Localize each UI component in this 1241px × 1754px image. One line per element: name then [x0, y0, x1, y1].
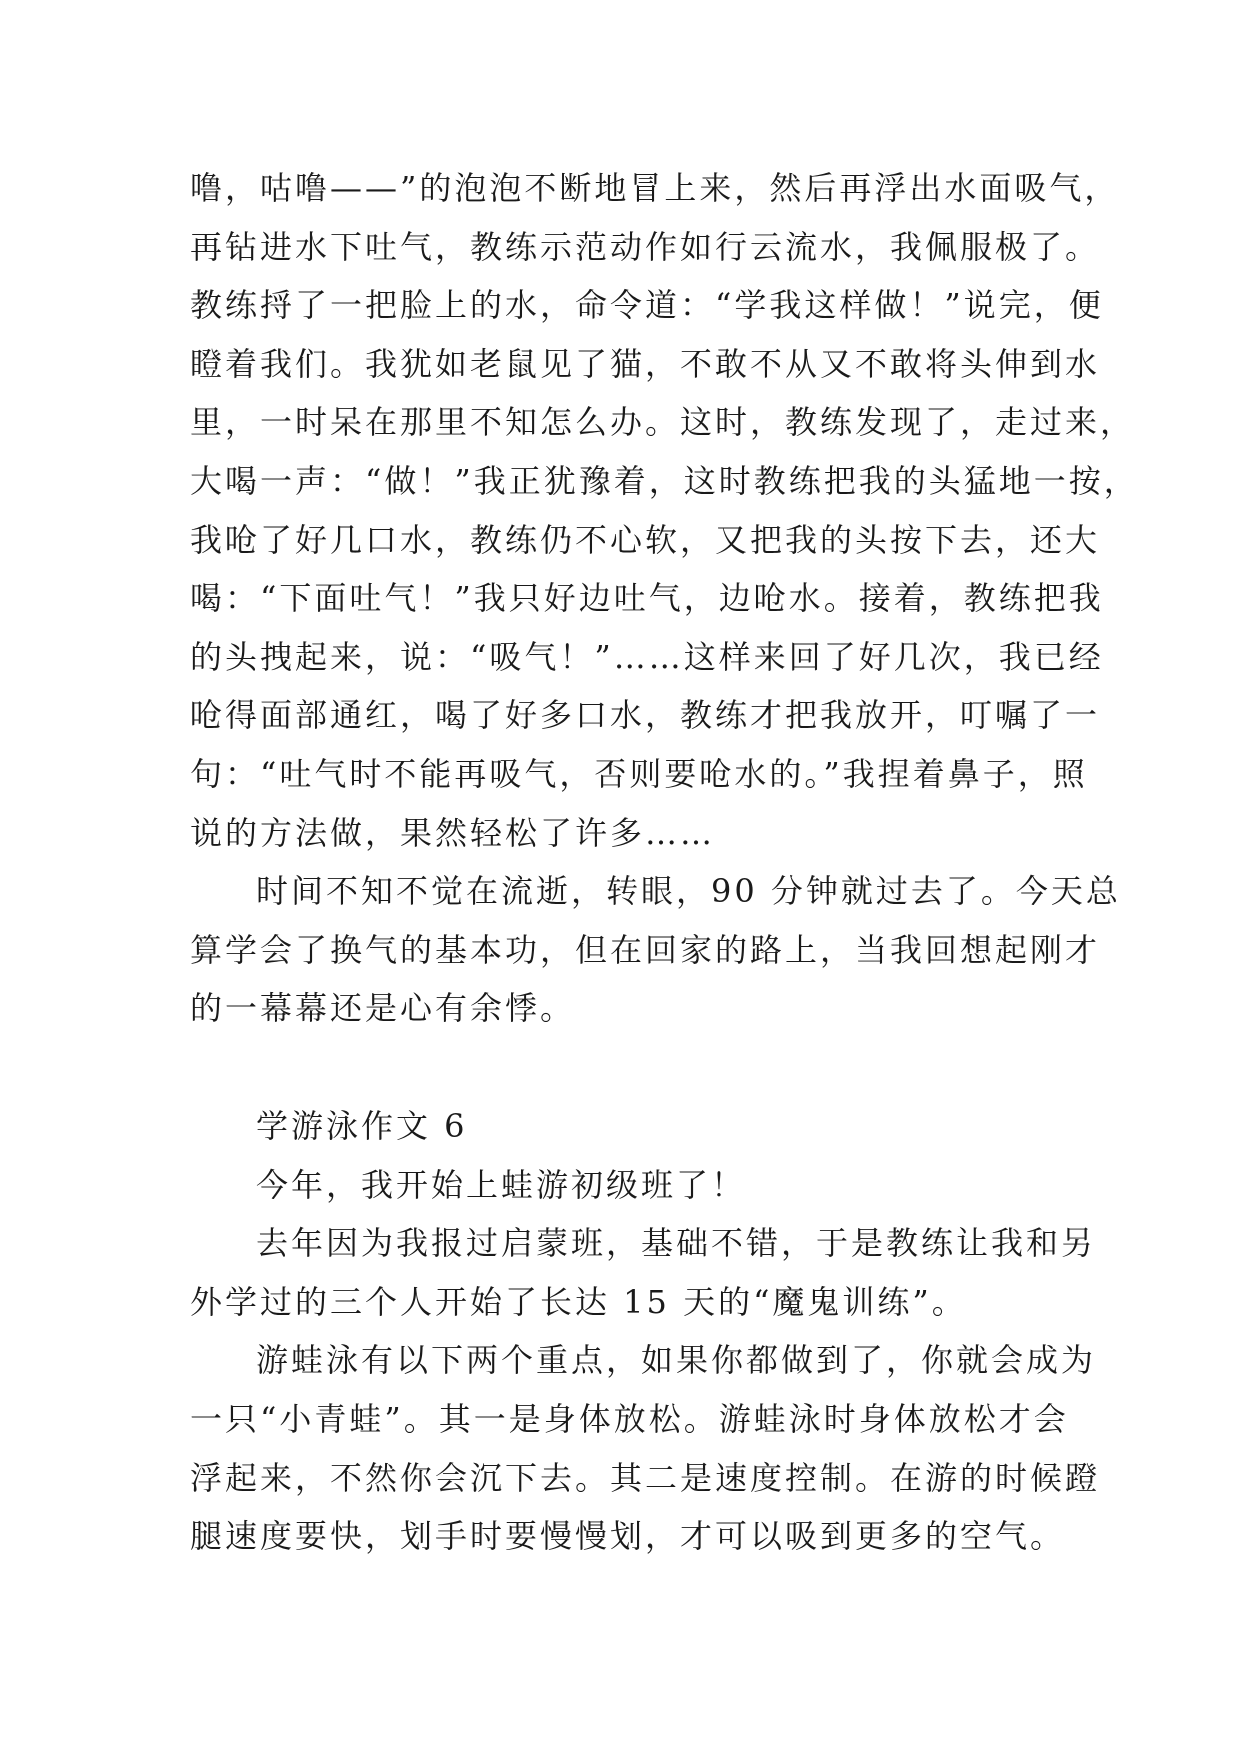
- essay-heading: 学游泳作文 6: [256, 1107, 468, 1145]
- text-line: 腿速度要快，划手时要慢慢划，才可以吸到更多的空气。: [190, 1517, 1066, 1556]
- text-line: 算学会了换气的基本功，但在回家的路上，当我回想起刚才: [190, 930, 1101, 969]
- text-line: 我呛了好几口水，教练仍不心软，又把我的头按下去，还大: [190, 520, 1101, 559]
- text-line: 的头拽起来，说：“吸气！”……这样来回了好几次，我已经: [190, 637, 1104, 676]
- paragraph-intro: 今年，我开始上蛙游初级班了！: [256, 1165, 747, 1204]
- essay-6: [190, 1097, 1101, 1566]
- text-line: 去年因为我报过启蒙班，基础不错，于是教练让我和另: [256, 1224, 1097, 1263]
- text-line: 句：“吐气时不能再吸气，否则要呛水的。”我捏着鼻子，照: [190, 754, 1088, 793]
- text-line: 游蛙泳有以下两个重点，如果你都做到了，你就会成为: [256, 1341, 1097, 1380]
- text-line: 喝：“下面吐气！”我只好边吐气，边呛水。接着，教练把我: [190, 579, 1104, 618]
- text-line: 大喝一声：“做！”我正犹豫着，这时教练把我的头猛地一按，: [190, 461, 1139, 500]
- text-line: 教练捋了一把脸上的水，命令道：“学我这样做！”说完，便: [190, 286, 1104, 325]
- text-line: 时间不知不觉在流逝，转眼，90 分钟就过去了。今天总: [256, 872, 1121, 911]
- paragraph-coach-demo: [190, 159, 1139, 1038]
- text-line: 的一幕幕还是心有余悸。: [190, 989, 576, 1028]
- text-line: 噜，咕噜——”的泡泡不断地冒上来，然后再浮出水面吸气，: [190, 169, 1120, 207]
- text-line: 瞪着我们。我犹如老鼠见了猫，不敢不从又不敢将头伸到水: [190, 344, 1101, 383]
- text-line: 说的方法做，果然轻松了许多……: [190, 813, 716, 852]
- text-line: 浮起来，不然你会沉下去。其二是速度控制。在游的时候蹬: [190, 1458, 1101, 1497]
- text-line: 再钻进水下吐气，教练示范动作如行云流水，我佩服极了。: [190, 227, 1101, 266]
- text-line: 里，一时呆在那里不知怎么办。这时，教练发现了，走过来，: [190, 403, 1136, 442]
- text-line: 外学过的三个人开始了长达 15 天的“魔鬼训练”。: [190, 1282, 967, 1321]
- text-line: 呛得面部通红，喝了好多口水，教练才把我放开，叮嘱了一: [190, 696, 1101, 735]
- text-line: 一只“小青蛙”。其一是身体放松。游蛙泳时身体放松才会: [190, 1399, 1069, 1438]
